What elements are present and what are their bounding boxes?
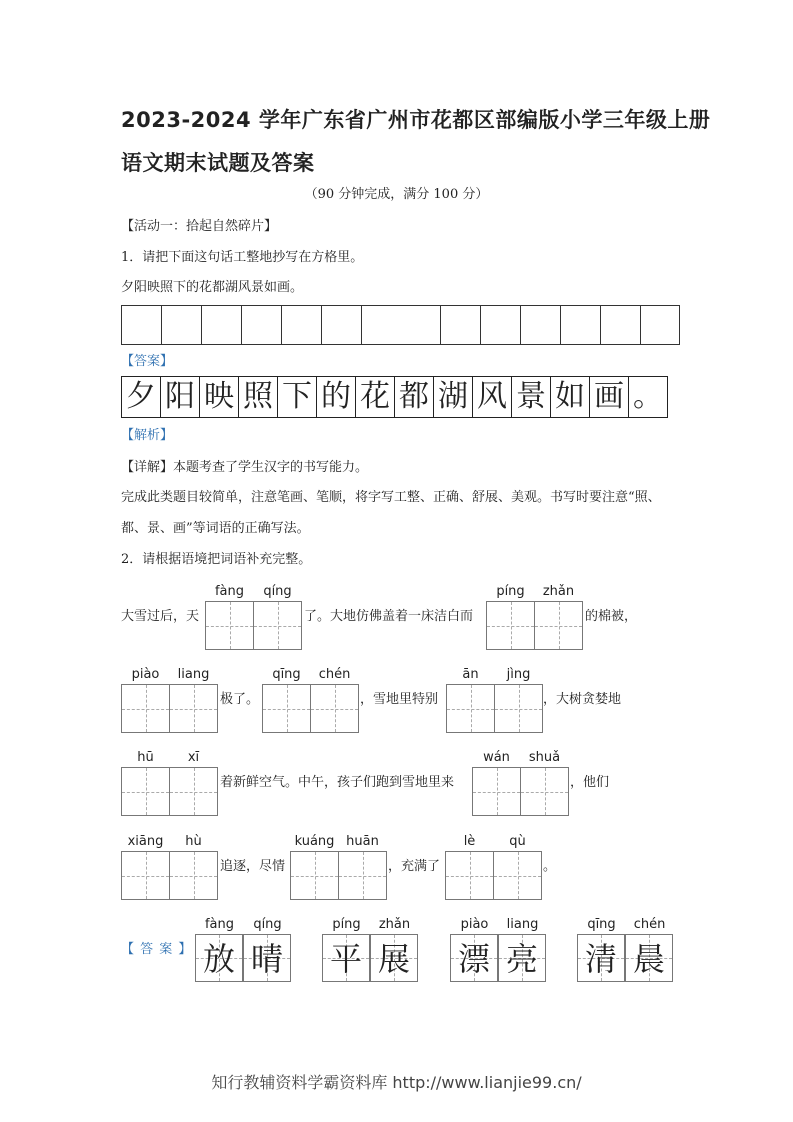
- fill-box[interactable]: [205, 601, 254, 650]
- fill-box[interactable]: [493, 851, 542, 900]
- pinyin: qù: [509, 834, 526, 849]
- answer-label-1: 【答案】: [121, 354, 174, 369]
- fill-box[interactable]: [169, 851, 218, 900]
- pinyin: fàng: [214, 584, 245, 599]
- pinyin: píng: [332, 917, 361, 932]
- passage-text: ，他们: [570, 775, 610, 790]
- answer-char: 湖: [433, 377, 472, 417]
- answer-box: [322, 934, 370, 982]
- fill-box[interactable]: [486, 601, 535, 650]
- answer-char: 景: [511, 377, 550, 417]
- passage-text: 。: [543, 859, 557, 874]
- title-line-1: 2023-2024 学年广东省广州市花都区部编版小学三年级上册: [121, 108, 711, 132]
- passage-text: 追逐，尽情: [220, 859, 286, 874]
- grid-cell[interactable]: [361, 306, 440, 344]
- pinyin: liang: [506, 917, 539, 932]
- analysis-label: 【解析】: [121, 428, 174, 443]
- pinyin: chén: [318, 667, 351, 682]
- answer-char: 都: [394, 377, 433, 417]
- fill-box[interactable]: [121, 684, 170, 733]
- pinyin: qíng: [253, 917, 282, 932]
- answer-box: [370, 934, 418, 982]
- answer-char: 清: [584, 940, 617, 978]
- pinyin: piào: [460, 917, 489, 932]
- fill-box[interactable]: [121, 851, 170, 900]
- copy-grid[interactable]: [121, 305, 680, 345]
- answer-box: [243, 934, 291, 982]
- passage-text: ，大树贪婪地: [543, 692, 622, 707]
- grid-cell[interactable]: [600, 306, 640, 344]
- grid-cell[interactable]: [321, 306, 361, 344]
- answer-char: 下: [277, 377, 316, 417]
- section-heading: 【活动一：拾起自然碎片】: [121, 219, 278, 234]
- answer-char: 照: [238, 377, 277, 417]
- pinyin: ān: [462, 667, 479, 682]
- answer-char: 如: [550, 377, 589, 417]
- fill-box[interactable]: [446, 684, 495, 733]
- fill-box[interactable]: [534, 601, 583, 650]
- pinyin: qīng: [272, 667, 301, 682]
- question-1-prompt: 1．请把下面这句话工整地抄写在方格里。: [121, 250, 364, 265]
- answer-char: 晨: [632, 940, 665, 978]
- pinyin: fàng: [204, 917, 235, 932]
- fill-box[interactable]: [121, 767, 170, 816]
- answer-char: 放: [202, 940, 235, 978]
- pinyin: qíng: [263, 584, 292, 599]
- answer-char: 风: [472, 377, 511, 417]
- pinyin: liang: [177, 667, 210, 682]
- fill-box[interactable]: [169, 684, 218, 733]
- answer-char: 夕: [126, 379, 156, 414]
- pinyin: kuáng: [294, 834, 335, 849]
- pinyin: chén: [633, 917, 666, 932]
- answer-char: 画: [589, 377, 628, 417]
- fill-box[interactable]: [494, 684, 543, 733]
- title-line-2: 语文期末试题及答案: [121, 151, 315, 175]
- fill-box[interactable]: [338, 851, 387, 900]
- answer-box: [195, 934, 243, 982]
- answer-char: 亮: [505, 940, 538, 978]
- detail-text: 【详解】本题考查了学生汉字的书写能力。: [121, 460, 369, 475]
- grid-cell[interactable]: [122, 306, 161, 344]
- question-1-sentence: 夕阳映照下的花都湖风景如画。: [121, 280, 304, 295]
- question-2-prompt: 2．请根据语境把词语补充完整。: [121, 552, 312, 567]
- fill-box[interactable]: [290, 851, 339, 900]
- grid-cell[interactable]: [480, 306, 520, 344]
- pinyin: zhǎn: [378, 917, 411, 932]
- answer-box: [450, 934, 498, 982]
- grid-cell[interactable]: [560, 306, 600, 344]
- grid-cell[interactable]: [241, 306, 281, 344]
- passage-text: ，充满了: [388, 859, 441, 874]
- explain-line-1: 完成此类题目较简单，注意笔画、笔顺，将字写工整、正确、舒展、美观。书写时要注意“照、: [121, 490, 661, 505]
- answer-char: 晴: [250, 940, 283, 978]
- answer-box: [498, 934, 546, 982]
- grid-cell[interactable]: [201, 306, 241, 344]
- pinyin: qīng: [587, 917, 616, 932]
- grid-cell[interactable]: [161, 306, 201, 344]
- answer-char: 展: [377, 940, 410, 978]
- passage-text: 了。大地仿佛盖着一床洁白而: [304, 609, 474, 624]
- pinyin: lè: [463, 834, 476, 849]
- answer-box: [577, 934, 625, 982]
- passage-text: 大雪过后，天: [121, 609, 200, 624]
- pinyin: hū: [137, 750, 154, 765]
- footer-watermark: 知行教辅资料学霸资料库 http://www.lianjie99.cn/: [211, 1073, 582, 1092]
- subtitle: （90 分钟完成，满分 100 分）: [304, 187, 489, 202]
- answer-label-2: 【 答 案 】: [121, 942, 193, 957]
- pinyin: piào: [131, 667, 160, 682]
- pinyin: huān: [346, 834, 379, 849]
- passage-text: 的棉被，: [585, 609, 638, 624]
- answer-char: 。: [628, 377, 667, 417]
- answer-char: 阳: [160, 377, 199, 417]
- grid-cell[interactable]: [440, 306, 480, 344]
- answer-char: 映: [199, 377, 238, 417]
- answer-char: 平: [329, 940, 362, 978]
- grid-cell[interactable]: [281, 306, 321, 344]
- grid-cell[interactable]: [520, 306, 560, 344]
- fill-box[interactable]: [262, 684, 311, 733]
- pinyin: zhǎn: [542, 584, 575, 599]
- pinyin: hù: [185, 834, 202, 849]
- fill-box[interactable]: [445, 851, 494, 900]
- pinyin: jìng: [506, 667, 531, 682]
- passage-text: 着新鲜空气。中午，孩子们跑到雪地里来: [220, 775, 455, 790]
- fill-box[interactable]: [520, 767, 569, 816]
- fill-box[interactable]: [169, 767, 218, 816]
- answer-char: 花: [355, 377, 394, 417]
- answer-char: 漂: [457, 940, 490, 978]
- fill-box[interactable]: [253, 601, 302, 650]
- pinyin: xī: [187, 750, 200, 765]
- pinyin: píng: [496, 584, 525, 599]
- passage-text: ，雪地里特别: [360, 692, 439, 707]
- pinyin: wán: [483, 750, 510, 765]
- answer-box: [625, 934, 673, 982]
- answer-grid: [121, 376, 668, 418]
- explain-line-2: 都、景、画”等词语的正确写法。: [121, 521, 310, 536]
- answer-char: 的: [316, 377, 355, 417]
- pinyin: shuǎ: [528, 750, 561, 765]
- passage-text: 极了。: [220, 692, 260, 707]
- pinyin: xiāng: [127, 834, 164, 849]
- fill-box[interactable]: [472, 767, 521, 816]
- fill-box[interactable]: [310, 684, 359, 733]
- grid-cell[interactable]: [640, 306, 679, 344]
